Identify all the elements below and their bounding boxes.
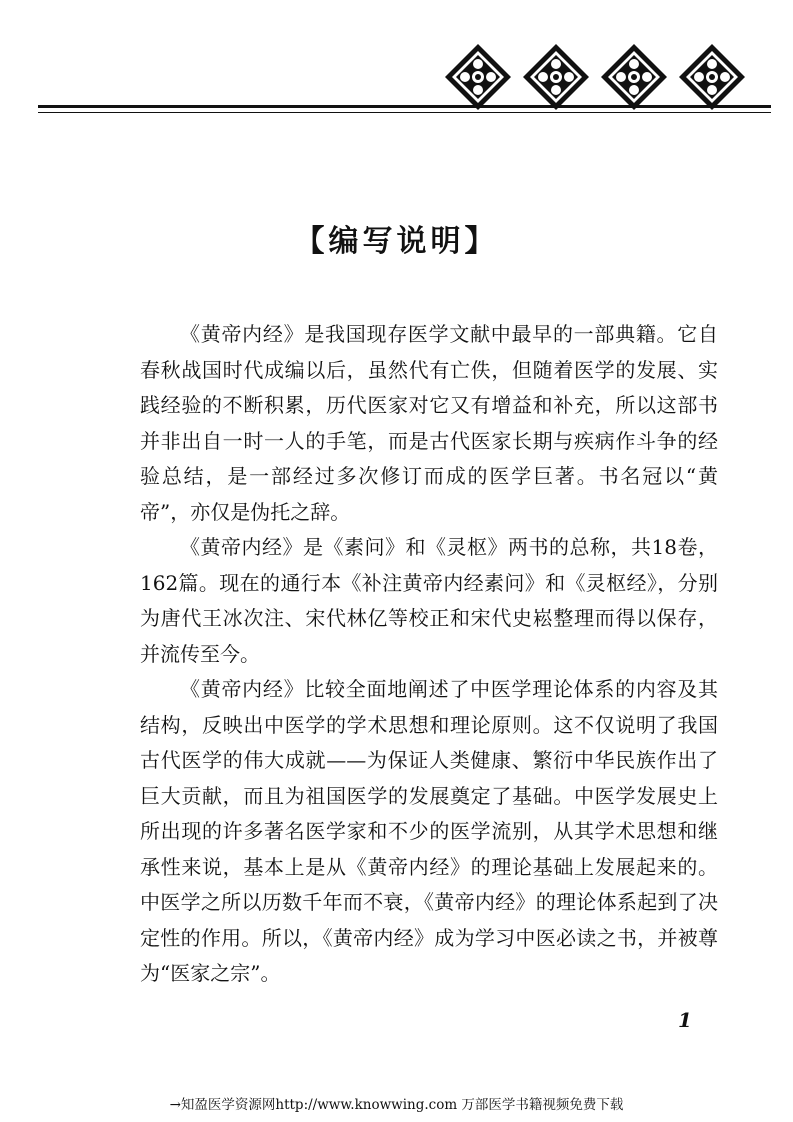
paragraph: 《黄帝内经》比较全面地阐述了中医学理论体系的内容及其结构，反映出中医学的学术思想和理论原则。这不仅说明了我国古代医学的伟大成就——为保证人类健康、繁衍中华民族作出了巨大贡献，而且为祖国医学的发展奠定了基础。中医学发展史上所出现的许多著名医学家和不少的医学流别，从其学术思想和继承性来说，基本上是从《黄帝内经》的理论基础上发展起来的。中医学之所以历数千年而不衰，《黄帝内经》的理论体系起到了决定性的作用。所以，《黄帝内经》成为学习中医必读之书，并被尊为“医家之宗”。 [140, 677, 718, 985]
title-close-bracket: 】 [464, 224, 499, 259]
header-rule-thin [38, 112, 771, 113]
page-title [0, 222, 793, 262]
title-open-bracket: 【 [294, 224, 329, 259]
diamond-knot-icon [601, 44, 667, 110]
header-ornaments [443, 42, 763, 112]
body-text [140, 317, 718, 992]
title-text: 编写说明 [328, 224, 465, 259]
diamond-knot-icon [679, 44, 745, 110]
header-rule-thick [38, 105, 771, 108]
paragraph: 《黄帝内经》是《素问》和《灵枢》两书的总称，共18卷，162篇。现在的通行本《补注黄帝内经素问》和《灵枢经》，分别为唐代王冰次注、宋代林亿等校正和宋代史崧整理而得以保存，并流传至今。 [140, 535, 718, 666]
diamond-knot-icon [445, 44, 511, 110]
diamond-knot-icon [523, 44, 589, 110]
page-number: 1 [678, 1008, 692, 1032]
footer-watermark: →知盈医学资源网http://www.knowwing.com 万部医学书籍视频免费下载 [169, 1097, 624, 1113]
paragraph: 《黄帝内经》是我国现存医学文献中最早的一部典籍。它自春秋战国时代成编以后，虽然代有亡佚，但随着医学的发展、实践经验的不断积累，历代医家对它又有增益和补充，所以这部书并非出自一时一人的手笔，而是古代医家长期与疾病作斗争的经验总结，是一部经过多次修订而成的医学巨著。书名冠以“黄帝”，亦仅是伪托之辞。 [140, 322, 718, 524]
